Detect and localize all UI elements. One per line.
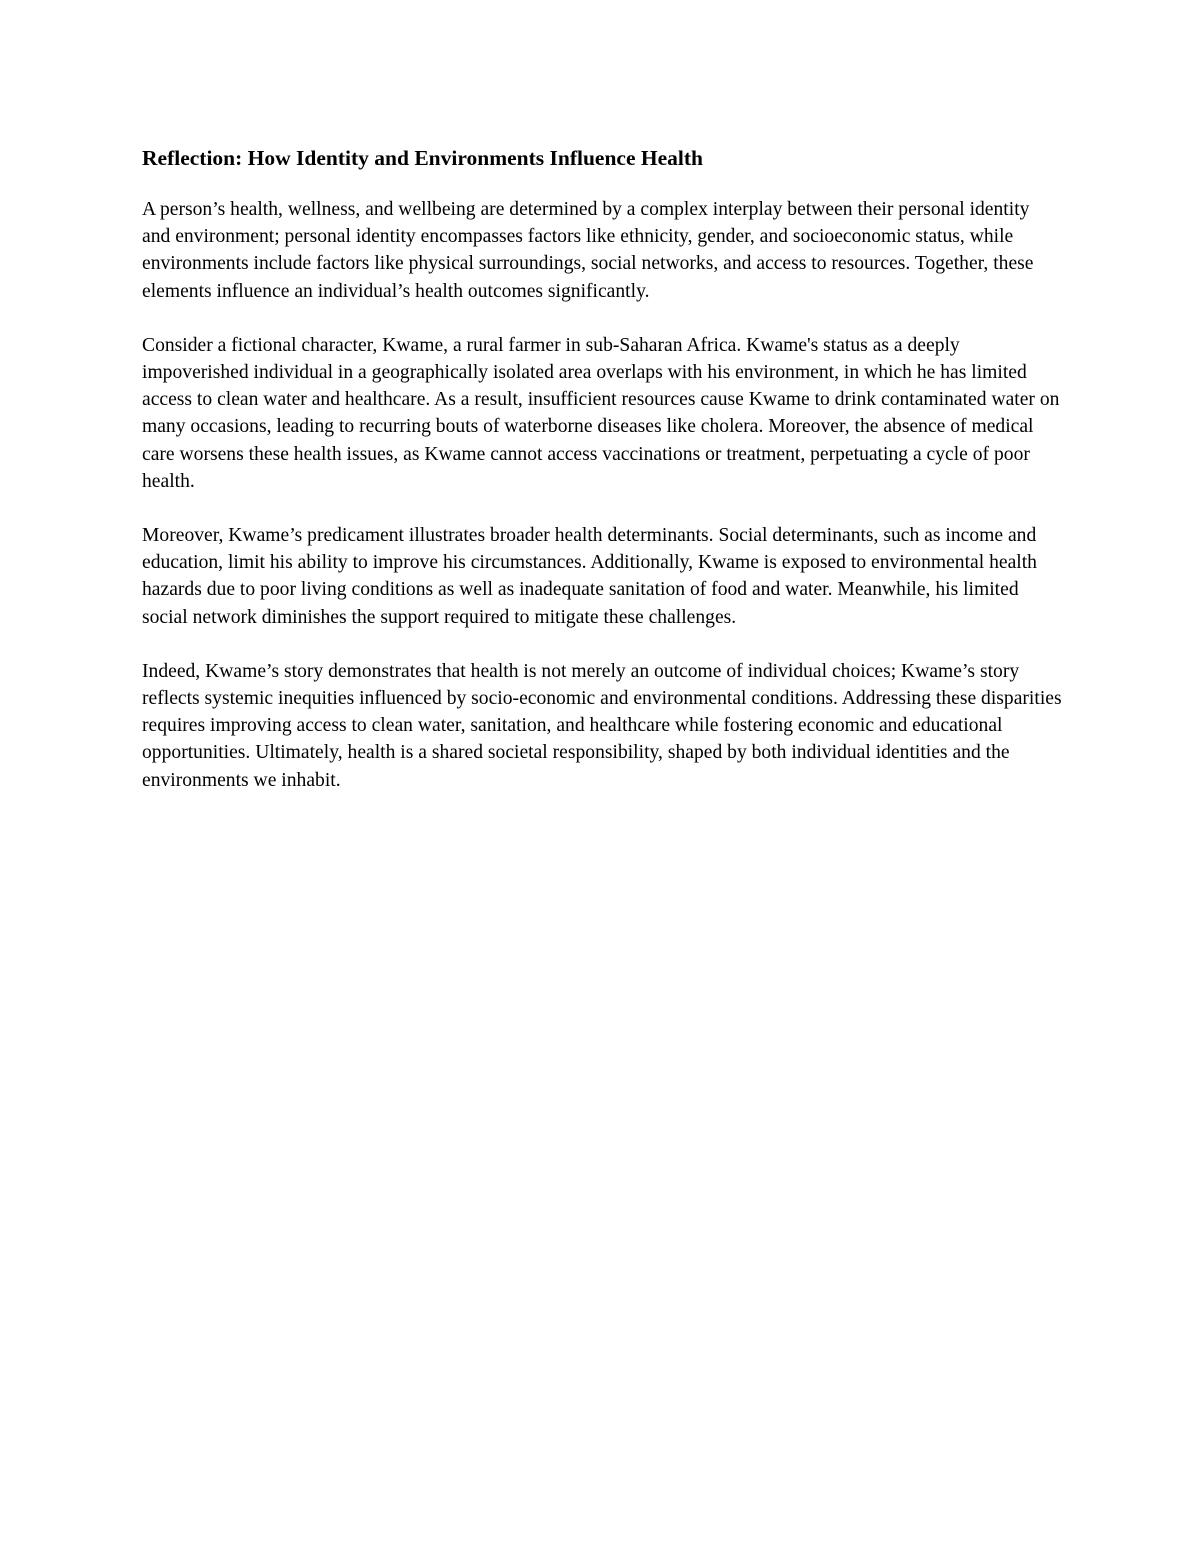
paragraph-intro: A person’s health, wellness, and wellbeing are determined by a complex interplay between their personal identity and environment; personal identity encompasses factors like ethnicity, gender, and socioeconomic status, while environments include factors like physical surroundings, social networks, and access to resources. Together, these elements influence an individual’s health outcomes significantly. (142, 199, 1034, 302)
document-body (142, 144, 1062, 794)
paragraph-kwame-case: Consider a fictional character, Kwame, a rural farmer in sub-Saharan Africa. Kwame's status as a deeply impoverished individual in a geographically isolated area overlaps with his environment, in which he has limited access to clean water and healthcare. As a result, insufficient resources cause Kwame to drink contaminated water on many occasions, leading to recurring bouts of waterborne diseases like cholera. Moreover, the absence of medical care worsens these health issues, as Kwame cannot access vaccinations or treatment, perpetuating a cycle of poor health. (142, 334, 1060, 492)
paragraph-conclusion: Indeed, Kwame’s story demonstrates that health is not merely an outcome of individual choices; Kwame’s story reflects systemic inequities influenced by socio-economic and environmental conditions. Addressing these disparities requires improving access to clean water, sanitation, and healthcare while fostering economic and educational opportunities. Ultimately, health is a shared societal responsibility, shaped by both individual identities and the environments we inhabit. (142, 660, 1062, 791)
paragraph-health-determinants: Moreover, Kwame’s predicament illustrates broader health determinants. Social determinants, such as income and education, limit his ability to improve his circumstances. Additionally, Kwame is exposed to environmental health hazards due to poor living conditions as well as inadequate sanitation of food and water. Meanwhile, his limited social network diminishes the support required to mitigate these challenges. (142, 525, 1037, 628)
document-title: Reflection: How Identity and Environments Influence Health (142, 146, 703, 170)
